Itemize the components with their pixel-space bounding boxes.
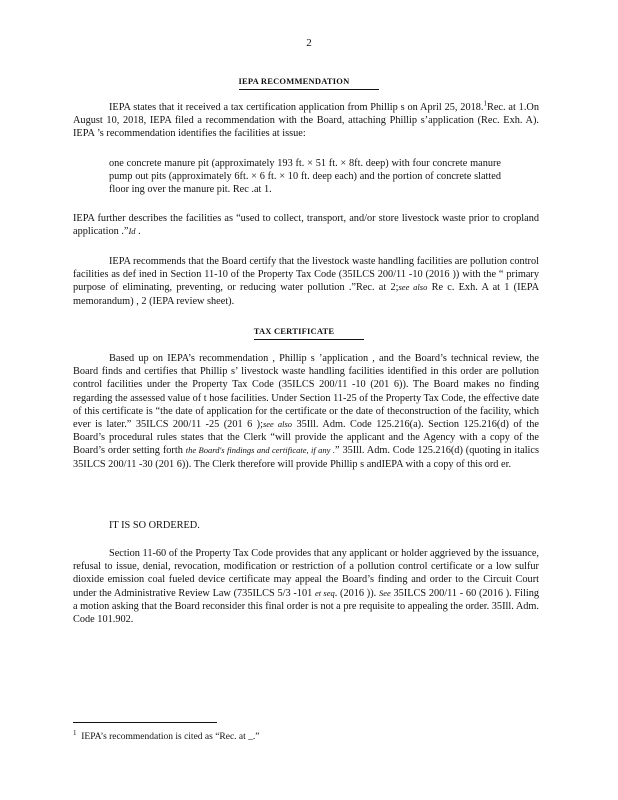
paragraph-iepa-further: IEPA further describes the facilities as “used to collect, transport, and/or store livestock waste prior to cropland application .”Id . bbox=[73, 213, 539, 238]
block-quote-facilities: one concrete manure pit (approximately 193 ft. × 51 ft. × 8ft. deep) with four concrete manure pump out pits (approximately 6ft. × 6 ft. × 10 ft. deep each) and the portion of concrete slatted floor ing over the manure pit. Rec .at 1. bbox=[109, 158, 501, 196]
section-heading-tax-certificate: TAX CERTIFICATE bbox=[0, 325, 618, 340]
footnote-marker: 1 bbox=[483, 99, 487, 108]
paragraph-so-ordered: IT IS SO ORDERED. bbox=[109, 520, 200, 531]
section-heading-iepa-recommendation: IEPA RECOMMENDATION bbox=[0, 75, 618, 90]
paragraph-board-certifies: Based up on IEPA’s recommendation , Phillip s ’application , and the Board’s technical review, the Board finds and certifies that Phillip s’ livestock waste handling facilities identified in this order are pollution control facilities under the Property Tax Code (35ILCS 200/11 -10 (201 6)). The Board makes no finding regarding the assessed value of t hose facilities. Under Section 11-25 of the Property Tax Code, the effective date of this certificate is “the date of application for the certificate or the date of theconstruction of the facility, which ever is later.” 35ILCS 200/11 -25 (201 6 );see also 35Ill. Adm. Code 125.216(a). Section 125.216(d) of the Board’s procedural rules states that the Clerk “will provide the applicant and the Agency with a copy of the Board’s order setting forth the Board's findings and certificate, if any .” 35Ill. Adm. Code 125.216(d) (quoting in italics 35ILCS 200/11 -30 (201 6)). The Clerk therefore will provide Phillip s andIEPA with a copy of this ord er. bbox=[73, 353, 540, 470]
footnote: $^1$ IEPA’s recommendation is cited as “Rec. at _.” bbox=[73, 728, 260, 742]
paragraph-appeal-rights: Section 11-60 of the Property Tax Code provides that any applicant or holder aggrieved by the issuance, refusal to issue, denial, revocation, modification or restriction of a pollution control certificate or a low sulfur dioxide emission coal fueled device certificate may appeal the Board’s finding and order to the Circuit Court under the Administrative Review Law (735ILCS 5/3 -101 et seq. (2016 )). See 35ILCS 200/11 - 60 (2016 ). Filing a motion asking that the Board reconsider this final order is not a pre requisite to appealing the order. 35Ill. Adm. Code 101.902. bbox=[73, 548, 540, 626]
footnote-divider bbox=[73, 722, 217, 723]
page-number: 2 bbox=[306, 37, 312, 49]
paragraph-iepa-recommends: IEPA recommends that the Board certify that the livestock waste handling facilities are pollution control facilities as def ined in Section 11-10 of the Property Tax Code (35ILCS 200/11 -10 (2016 )) with the “ primary purpose of eliminating, preventing, or reducing water pollution .”Rec. at 2;see also Re c. Exh. A at 1 (IEPA memorandum) , 2 (IEPA review sheet). bbox=[73, 256, 540, 307]
paragraph-iepa-states: IEPA states that it received a tax certification application from Phillip s on April 25, 2018.$^1$Rec. at 1.On August 10, 2018, IEPA filed a recommendation with the Board, attaching Phillip s’application (Rec. Exh. A). IEPA ’s recommendation identifies the facilities at issue: bbox=[73, 99, 539, 140]
